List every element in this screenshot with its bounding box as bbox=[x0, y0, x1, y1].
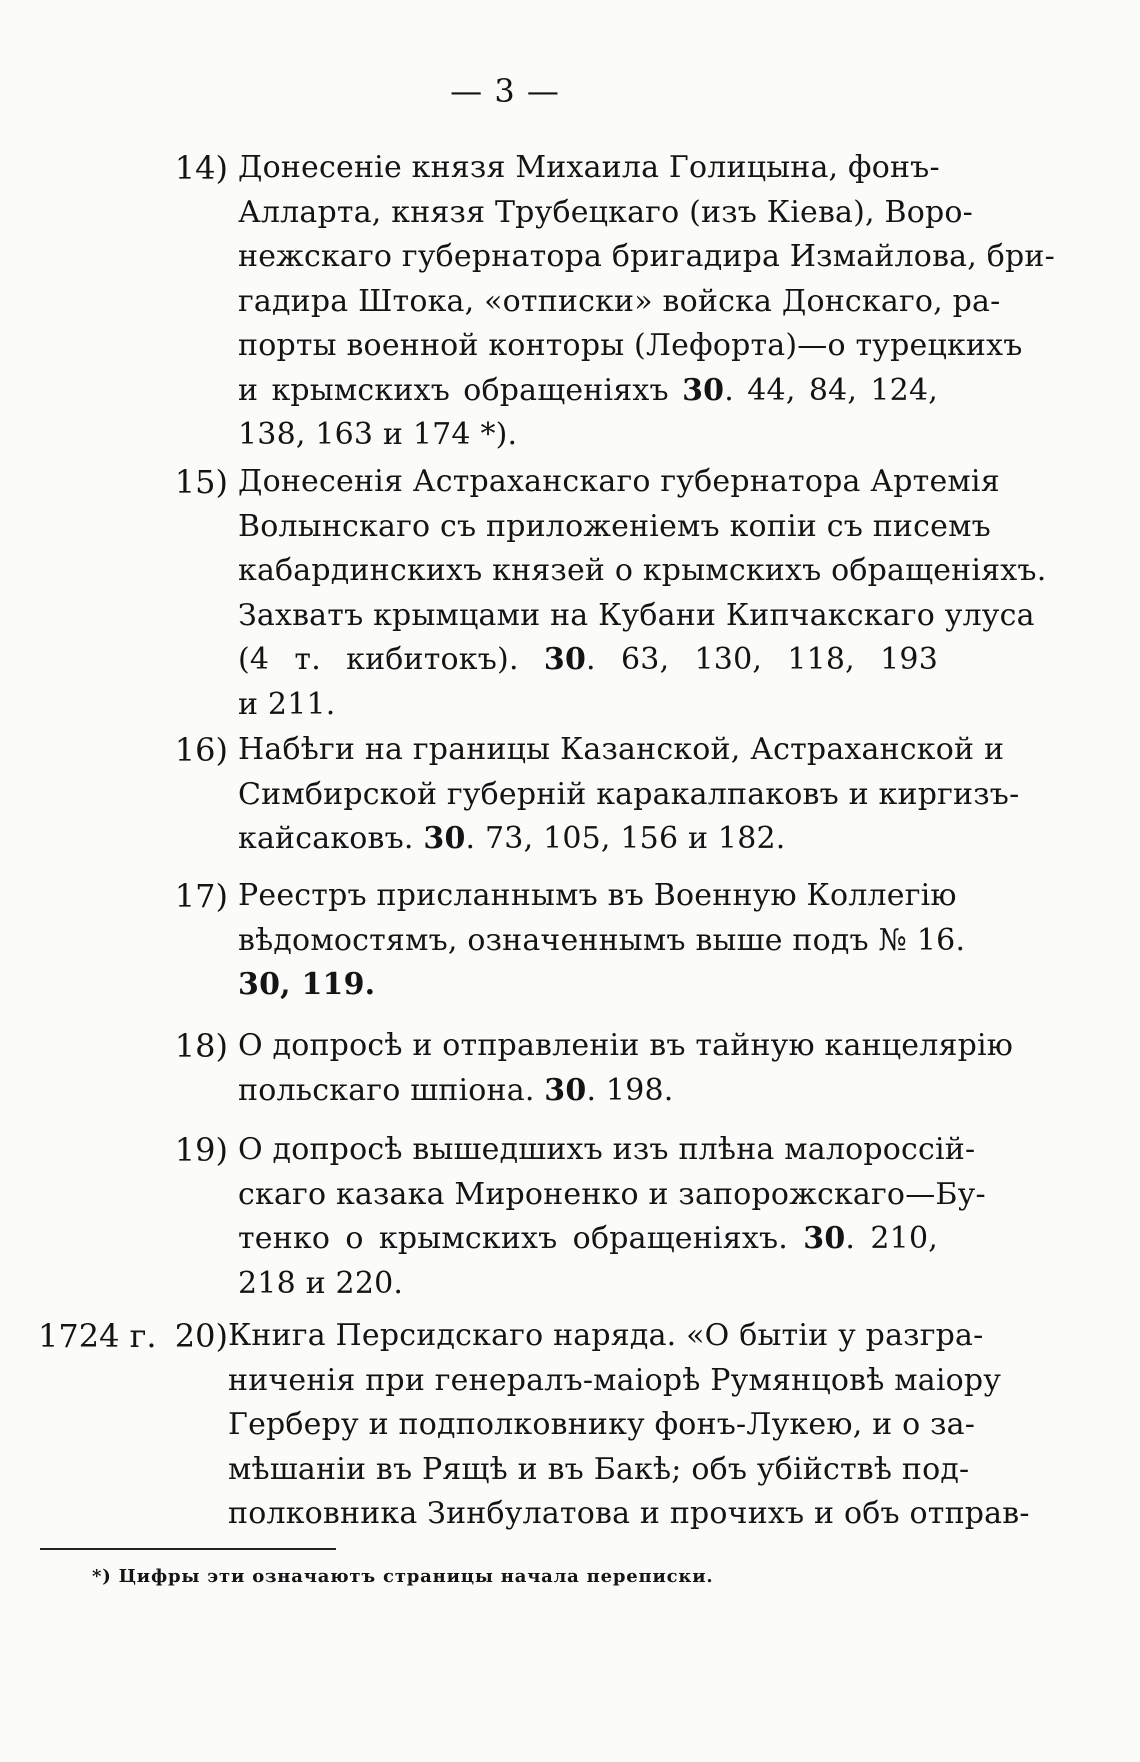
text-line: и 211. bbox=[238, 686, 336, 722]
entry-text bbox=[228, 1314, 1030, 1537]
text-line: ниченія при генералъ-маіорѣ Румянцовѣ маіору bbox=[228, 1362, 1002, 1398]
footnote-rule bbox=[40, 1548, 336, 1550]
text-line: 138, 163 и 174 *). bbox=[238, 417, 518, 452]
entry-text bbox=[238, 460, 1047, 727]
text-line: 30, 119. bbox=[238, 967, 376, 1002]
text-line: тенко о крымскихъ обращеніяхъ. 30. 210, bbox=[238, 1221, 938, 1256]
text-line: Симбирской губерній каракалпаковъ и киргизъ- bbox=[238, 776, 1020, 812]
text-line: полковника Зинбулатова и прочихъ и объ отправ- bbox=[228, 1496, 1030, 1531]
entry-number: 18) bbox=[174, 1027, 228, 1065]
entry-text bbox=[238, 1024, 1014, 1113]
text-line: Захватъ крымцами на Кубани Кипчакскаго улуса bbox=[238, 597, 1035, 633]
entry-text bbox=[238, 146, 1055, 458]
text-line: польскаго шпіона. 30. 198. bbox=[238, 1072, 674, 1108]
text-line: кайсаковъ. 30. 73, 105, 156 и 182. bbox=[238, 821, 786, 856]
text-line: Реестръ присланнымъ въ Военную Коллегію bbox=[238, 878, 957, 913]
entry-number: 15) bbox=[174, 463, 228, 501]
text-line: мѣшаніи въ Рящѣ и въ Бакѣ; объ убійствѣ под- bbox=[228, 1451, 970, 1487]
entry-year: 1724 г. bbox=[38, 1317, 157, 1355]
text-line: и крымскихъ обращеніяхъ 30. 44, 84, 124, bbox=[238, 372, 938, 408]
text-line: нежскаго губернатора бригадира Измайлова, бри- bbox=[238, 239, 1055, 274]
text-line: О допросѣ вышедшихъ изъ плѣна малороссій- bbox=[238, 1132, 976, 1167]
entry-text bbox=[238, 728, 1020, 862]
text-line: Донесеніе князя Михаила Голицына, фонъ- bbox=[238, 150, 940, 185]
entry-number: 16) bbox=[174, 731, 228, 769]
text-line: Набѣги на границы Казанской, Астраханской и bbox=[238, 732, 1005, 767]
entry-text bbox=[238, 874, 966, 1008]
entry-number: 14) bbox=[174, 149, 228, 187]
text-line: гадира Штока, «отписки» войска Донскаго, ра- bbox=[238, 283, 1001, 319]
text-line: скаго казака Мироненко и запорожскаго—Бу- bbox=[238, 1176, 986, 1212]
text-line: Донесенія Астраханскаго губернатора Артемія bbox=[238, 464, 1000, 499]
text-line: вѣдомостямъ, означеннымъ выше подъ № 16. bbox=[238, 922, 966, 958]
text-line: Книга Персидскаго наряда. «О бытіи у разгра- bbox=[228, 1318, 984, 1353]
entry-text bbox=[238, 1128, 986, 1306]
text-line: 218 и 220. bbox=[238, 1265, 404, 1301]
text-line: кабардинскихъ князей о крымскихъ обращеніяхъ. bbox=[238, 553, 1047, 588]
text-line: Алларта, князя Трубецкаго (изъ Кіева), Воро- bbox=[238, 194, 974, 230]
entry-number: 19) bbox=[174, 1131, 228, 1169]
text-line: Волынскаго съ приложеніемъ копіи съ писемъ bbox=[238, 508, 991, 544]
text-line: О допросѣ и отправленіи въ тайную канцелярію bbox=[238, 1028, 1014, 1063]
entry-number: 17) bbox=[174, 877, 228, 915]
footnote: *) Цифры эти означаютъ страницы начала переписки. bbox=[92, 1566, 714, 1587]
page-number: — 3 — bbox=[450, 72, 560, 110]
text-line: (4 т. кибитокъ). 30. 63, 130, 118, 193 bbox=[238, 642, 938, 677]
text-line: порты военной конторы (Лефорта)—о турецкихъ bbox=[238, 328, 1023, 363]
entry-number: 20) bbox=[174, 1317, 228, 1355]
text-line: Герберу и подполковнику фонъ-Лукею, и о за- bbox=[228, 1407, 976, 1442]
